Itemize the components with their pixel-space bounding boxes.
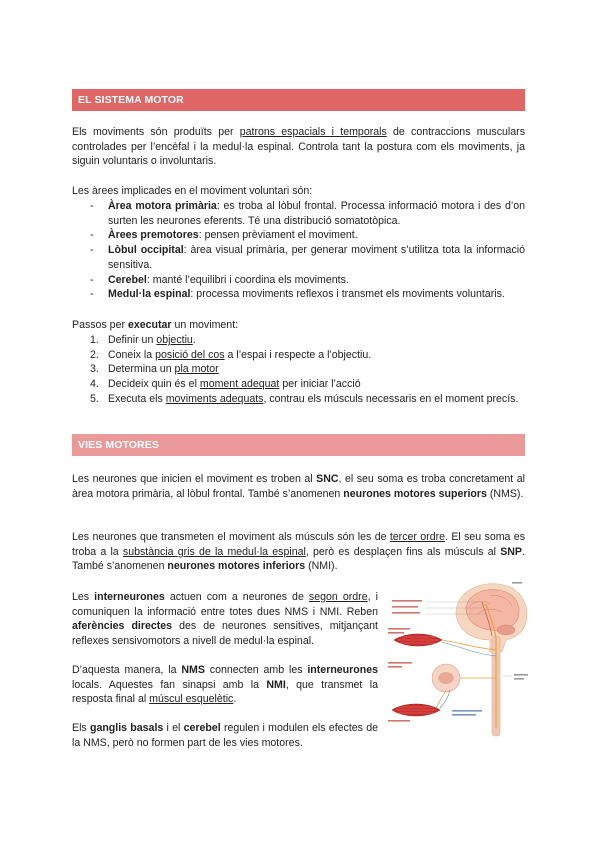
bold-text: ganglis basals [89, 722, 164, 734]
paragraph-nmi [72, 530, 525, 574]
underlined-text: tercer ordre [389, 531, 446, 543]
list-item [72, 392, 525, 407]
text: , que transmet la resposta final al [72, 678, 378, 706]
text: . [233, 693, 237, 706]
text: actuen com a neurones de [164, 591, 309, 603]
cerebellum-icon [497, 625, 515, 635]
list-item [72, 243, 525, 272]
list-number: 5. [90, 392, 99, 405]
bold-text: NMI [266, 678, 286, 691]
text: (NMS). [486, 487, 524, 500]
text: a l’espai i respecte a l’objectiu. [224, 348, 372, 361]
text: D’aquesta manera, la [72, 664, 182, 676]
section-title: EL SISTEMA MOTOR [78, 94, 184, 106]
bold-text: NMS [181, 664, 205, 676]
term: Àrees premotores [108, 229, 199, 242]
bold-text: aferències directes [72, 620, 173, 633]
term: Lòbul occipital [108, 244, 184, 257]
text: de contraccions musculars controlades per l’encèfal i la medul·la espinal. Controla tant la postura com els moviments, ja siguin voluntaris o involuntaris. [72, 126, 525, 168]
list-item [72, 377, 525, 392]
areas-list [72, 199, 525, 302]
list-item [72, 273, 525, 288]
text: un moviment: [171, 319, 239, 331]
underlined-text: moviments adequats [165, 392, 264, 405]
muscle-lower-icon [392, 704, 440, 716]
text: connecten amb les [204, 664, 308, 676]
paragraph-connexions [72, 663, 378, 707]
areas-intro: Les àrees implicades en el moviment voluntari són: [72, 185, 313, 197]
text: , però es desplaçen fins als músculs al [305, 545, 501, 558]
text: Els moviments són produïts per [72, 126, 240, 138]
text: regulen i modulen els efectes de la NMS, però no formen part de les vies motores. [72, 722, 378, 749]
section-heading-sistema-motor [72, 89, 525, 111]
text: Les [72, 591, 95, 603]
bold-text: SNC [316, 473, 339, 485]
list-item [72, 199, 525, 228]
intro-paragraph [72, 125, 525, 169]
description: : processa moviments reflexos i transmet els moviments voluntaris. [190, 288, 505, 301]
text: des de neurones sensitives, mitjançant reflexes sensivomotors a nivell de medul·la espinal. [72, 620, 378, 648]
text: Passos per [72, 319, 128, 331]
bold-text: interneurones [307, 664, 378, 676]
steps-list [72, 333, 525, 407]
bold-text: neurones motores inferiors [167, 560, 306, 573]
term: Cerebel [108, 273, 147, 286]
description: : es troba al lòbul frontal. Processa informació motora i des d’on surten les neurones eferents. Té una distribució somatotòpica. [108, 200, 525, 227]
motor-pathway-illustration [386, 578, 534, 746]
text: Els [72, 722, 90, 734]
text: (NMI). [305, 560, 338, 573]
text: Determina un [108, 363, 175, 376]
text: per iniciar l’acció [279, 378, 361, 391]
section-heading-vies-motores [72, 434, 525, 456]
list-item [72, 333, 525, 348]
text: locals. Aquestes fan sinapsi amb la [72, 678, 267, 691]
bold-text: executar [127, 319, 172, 331]
bold-text: neurones motores superiors [343, 487, 487, 500]
text: . [192, 334, 196, 346]
list-item [72, 348, 525, 363]
term: Medul·la espinal [108, 288, 191, 301]
text: Definir un [108, 334, 157, 346]
text: Coneix la [108, 348, 156, 361]
underlined-text: múscul esquelètic [149, 693, 234, 706]
description: : manté l’equilibri i coordina els moviments. [146, 273, 349, 286]
text: , el seu soma es troba concretament al àrea motora primària, al lòbul frontal. També s’anomenen [72, 473, 526, 500]
list-item [72, 228, 525, 243]
paragraph-ganglis [72, 721, 378, 750]
list-number: 4. [90, 378, 99, 391]
text: Les neurones que transmeten el moviment als músculs són les de [72, 531, 390, 543]
text: Les neurones que inicien el moviment es troben al [72, 473, 317, 485]
underlined-text: substància gris de la medul·la espinal [122, 545, 306, 558]
term: Àrea motora primària [108, 200, 217, 212]
section-title: VIES MOTORES [78, 439, 159, 451]
underlined-text: posició del cos [155, 348, 225, 361]
bold-text: interneurones [94, 591, 165, 603]
underlined-text: moment adequat [199, 378, 280, 391]
text: Executa els [108, 392, 166, 405]
list-item [72, 287, 525, 302]
underlined-text: segon ordre [308, 591, 368, 603]
underlined-text: objectiu [156, 334, 193, 346]
steps-intro [72, 318, 525, 333]
text: Decideix quin és el [108, 378, 200, 391]
description: : pensen prèviament el moviment. [198, 229, 358, 242]
text: . També s’anomenen [72, 545, 525, 573]
muscle-upper-icon [394, 634, 442, 646]
text: i el [163, 722, 184, 734]
bold-text: cerebel [183, 722, 221, 734]
text: , i comuniquen la informació entre totes dues NMS i NMI. Reben [72, 591, 378, 618]
list-number: 2. [90, 348, 99, 361]
list-number: 3. [90, 363, 99, 376]
list-number: 1. [90, 334, 99, 346]
paragraph-interneurones [72, 590, 378, 649]
text: . El seu soma es troba a la [72, 531, 525, 558]
bold-text: SNP [500, 545, 523, 558]
paragraph-nms [72, 472, 525, 501]
description: : àrea visual primària, per generar moviment s’utilitza tota la informació sensitiva. [108, 244, 525, 271]
nerve-fiber-line [442, 640, 496, 650]
text: , contrau els músculs necessaris en el moment precís. [263, 392, 519, 405]
list-item [72, 362, 525, 377]
underlined-text: patrons espacials i temporals [239, 126, 387, 138]
underlined-text: pla motor [174, 363, 219, 376]
